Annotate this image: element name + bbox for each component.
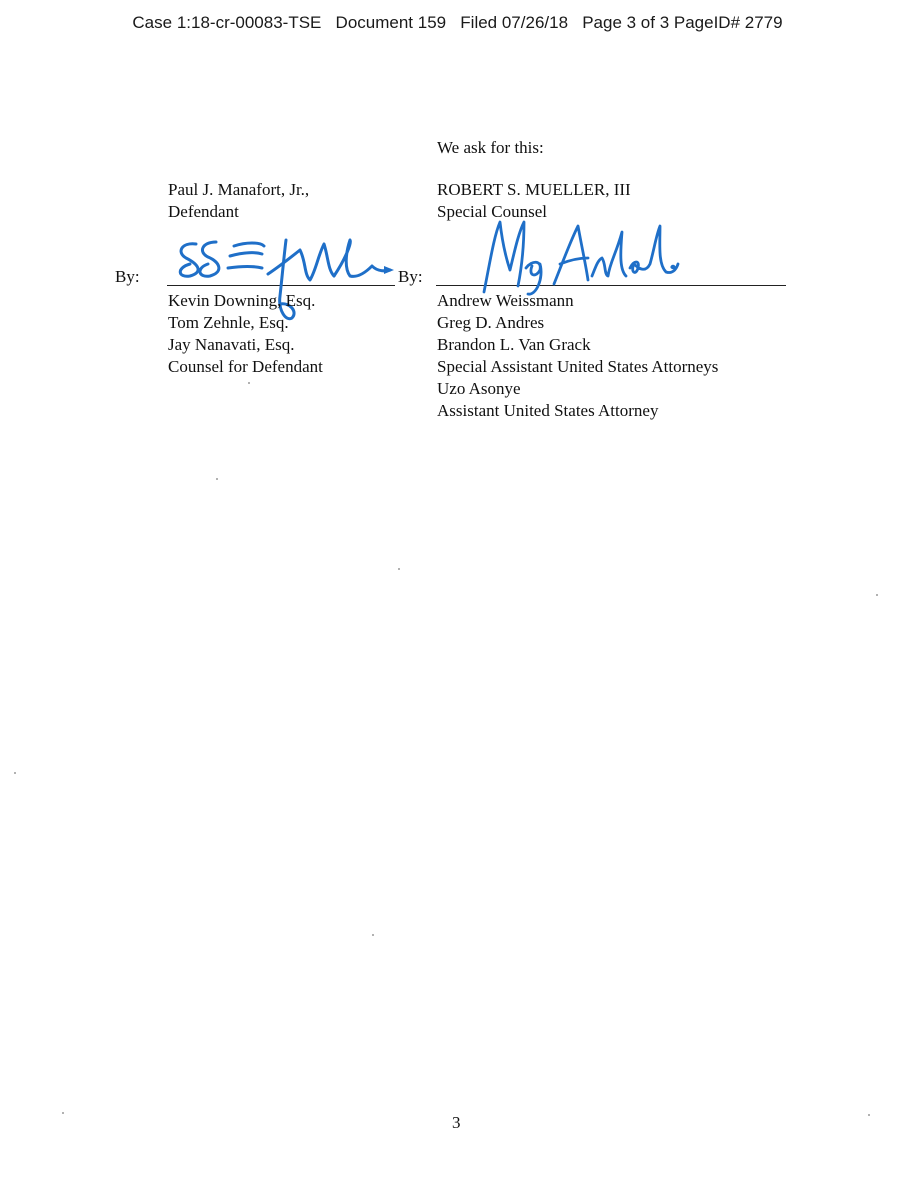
prosecution-signatory: Andrew Weissmann — [437, 291, 574, 310]
page-number: 3 — [452, 1113, 461, 1132]
defense-by-label: By: — [115, 267, 140, 286]
prosecution-by-label: By: — [398, 267, 423, 286]
defense-signatory: Tom Zehnle, Esq. — [168, 313, 289, 332]
defense-signatory: Counsel for Defendant — [168, 357, 323, 376]
defendant-title: Defendant — [168, 202, 239, 221]
scan-speck — [876, 594, 878, 596]
prosecution-signatory: Special Assistant United States Attorneys — [437, 357, 719, 376]
prosecution-title: Special Counsel — [437, 202, 548, 221]
prosecution-signature-line — [436, 285, 786, 286]
scan-speck — [372, 934, 374, 936]
scan-speck — [248, 382, 250, 384]
scan-speck — [868, 1114, 870, 1116]
prosecution-signatory: Brandon L. Van Grack — [437, 335, 591, 354]
defense-signatory: Kevin Downing, Esq. — [168, 291, 316, 310]
request-text: We ask for this: — [437, 138, 544, 157]
prosecution-signatory: Greg D. Andres — [437, 313, 545, 332]
scan-speck — [62, 1112, 64, 1114]
prosecution-name: ROBERT S. MUELLER, III — [437, 180, 631, 199]
defense-signature-line — [167, 285, 395, 286]
scan-speck — [216, 478, 218, 480]
prosecution-signatory: Uzo Asonye — [437, 379, 521, 398]
case-header: Case 1:18-cr-00083-TSE Document 159 Filed 07/26/18 Page 3 of 3 PageID# 2779 — [132, 13, 783, 32]
scan-speck — [14, 772, 16, 774]
prosecution-signatory: Assistant United States Attorney — [437, 401, 659, 420]
defendant-name: Paul J. Manafort, Jr., — [168, 180, 310, 199]
defense-signatory: Jay Nanavati, Esq. — [168, 335, 295, 354]
scan-speck — [398, 568, 400, 570]
